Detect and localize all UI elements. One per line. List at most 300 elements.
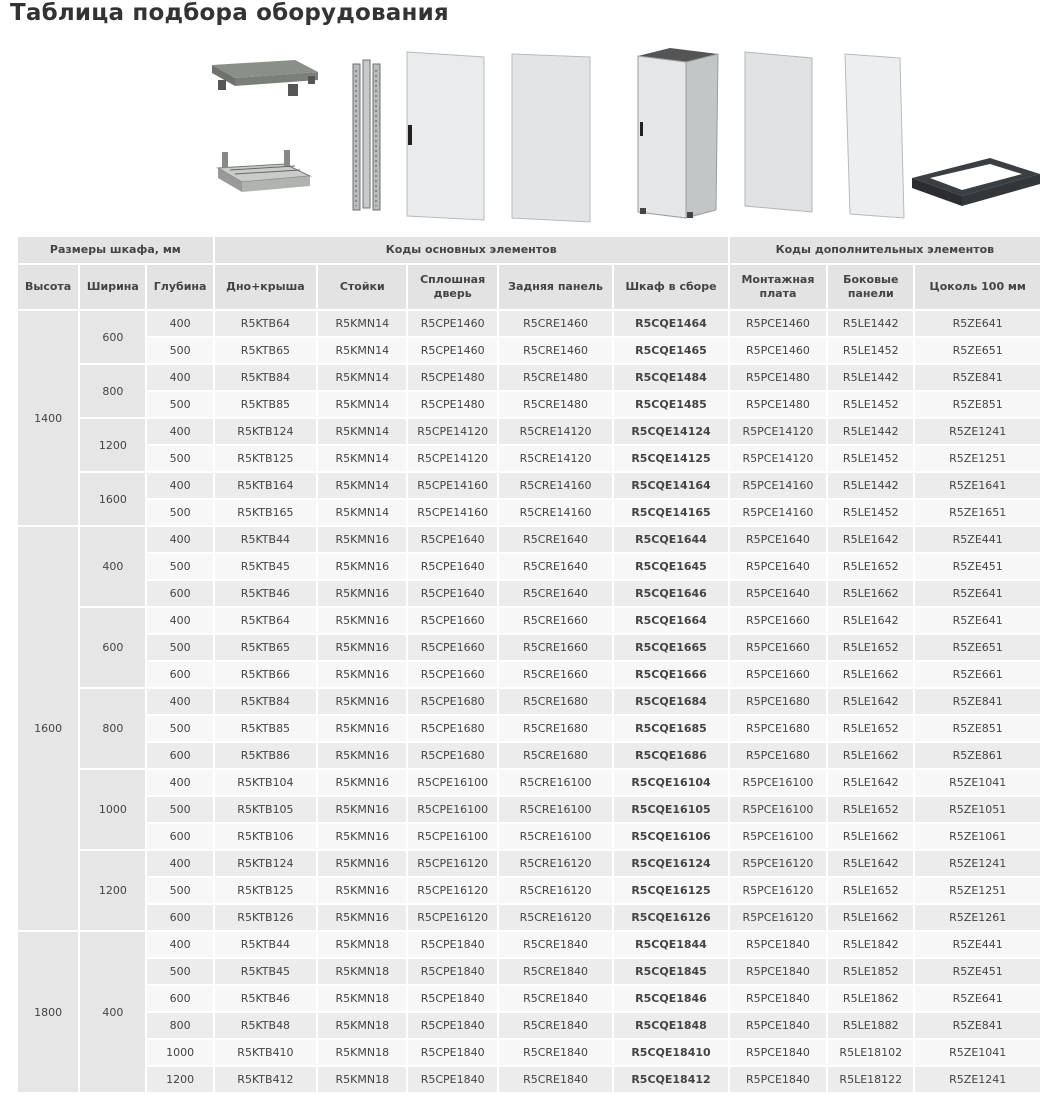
header-group-cabinet-size: Размеры шкафа, мм xyxy=(17,236,214,264)
cell-side-panels: R5LE1452 xyxy=(827,337,914,364)
table-row xyxy=(17,715,1041,742)
cell-rear-panel: R5CRE1680 xyxy=(498,688,613,715)
cell-solid-door: R5CPE1840 xyxy=(407,1012,497,1039)
cell-solid-door: R5CPE16120 xyxy=(407,850,497,877)
cell-width: 600 xyxy=(79,607,146,688)
cell-mounting-plate: R5PCE14160 xyxy=(729,472,827,499)
cell-assembled-cabinet: R5CQE1686 xyxy=(613,742,729,769)
cell-base-roof: R5KTB125 xyxy=(214,877,317,904)
cell-solid-door: R5CPE16120 xyxy=(407,904,497,931)
cell-mounting-plate: R5PCE14120 xyxy=(729,445,827,472)
cell-assembled-cabinet: R5CQE1684 xyxy=(613,688,729,715)
cell-solid-door: R5CPE16120 xyxy=(407,877,497,904)
cell-assembled-cabinet: R5CQE1846 xyxy=(613,985,729,1012)
cell-base-roof: R5KTB104 xyxy=(214,769,317,796)
cell-mounting-plate: R5PCE1640 xyxy=(729,580,827,607)
cell-rear-panel: R5CRE1840 xyxy=(498,958,613,985)
cell-base-roof: R5KTB64 xyxy=(214,607,317,634)
cell-base-roof: R5KTB84 xyxy=(214,364,317,391)
table-row xyxy=(17,742,1041,769)
header-group-extra-codes: Коды дополнительных элементов xyxy=(729,236,1041,264)
cell-depth: 500 xyxy=(146,796,213,823)
cell-base-roof: R5KTB46 xyxy=(214,985,317,1012)
cell-side-panels: R5LE1662 xyxy=(827,742,914,769)
cell-plinth: R5ZE661 xyxy=(914,661,1041,688)
cell-mounting-plate: R5PCE1680 xyxy=(729,688,827,715)
cell-mounting-plate: R5PCE1840 xyxy=(729,1039,827,1066)
cell-solid-door: R5CPE16100 xyxy=(407,823,497,850)
cell-rear-panel: R5CRE1640 xyxy=(498,553,613,580)
cell-solid-door: R5CPE1640 xyxy=(407,553,497,580)
cell-rear-panel: R5CRE1840 xyxy=(498,1066,613,1093)
cell-plinth: R5ZE1241 xyxy=(914,1066,1041,1093)
cell-mounting-plate: R5PCE1660 xyxy=(729,607,827,634)
cell-width: 1000 xyxy=(79,769,146,850)
cell-uprights: R5KMN16 xyxy=(317,688,407,715)
cell-plinth: R5ZE1241 xyxy=(914,850,1041,877)
cell-depth: 800 xyxy=(146,1012,213,1039)
cell-depth: 1200 xyxy=(146,1066,213,1093)
cell-side-panels: R5LE1842 xyxy=(827,931,914,958)
cell-depth: 600 xyxy=(146,823,213,850)
assembled-cabinet-image xyxy=(638,48,718,218)
cell-mounting-plate: R5PCE14120 xyxy=(729,418,827,445)
table-row xyxy=(17,526,1041,553)
cell-depth: 600 xyxy=(146,985,213,1012)
cell-mounting-plate: R5PCE1840 xyxy=(729,985,827,1012)
cell-side-panels: R5LE1662 xyxy=(827,904,914,931)
table-row xyxy=(17,634,1041,661)
cell-uprights: R5KMN14 xyxy=(317,391,407,418)
cell-uprights: R5KMN16 xyxy=(317,742,407,769)
table-row xyxy=(17,796,1041,823)
cell-rear-panel: R5CRE1660 xyxy=(498,607,613,634)
table-row xyxy=(17,985,1041,1012)
cell-uprights: R5KMN16 xyxy=(317,580,407,607)
cell-mounting-plate: R5PCE1660 xyxy=(729,661,827,688)
base-and-roof-image xyxy=(212,60,318,192)
cell-width: 1200 xyxy=(79,418,146,472)
cell-depth: 500 xyxy=(146,337,213,364)
cell-rear-panel: R5CRE16100 xyxy=(498,823,613,850)
cell-assembled-cabinet: R5CQE1646 xyxy=(613,580,729,607)
table-body xyxy=(17,310,1041,1093)
cell-base-roof: R5KTB85 xyxy=(214,391,317,418)
cell-side-panels: R5LE18122 xyxy=(827,1066,914,1093)
cell-depth: 400 xyxy=(146,688,213,715)
cell-assembled-cabinet: R5CQE1644 xyxy=(613,526,729,553)
cell-side-panels: R5LE18102 xyxy=(827,1039,914,1066)
table-row xyxy=(17,769,1041,796)
cell-uprights: R5KMN16 xyxy=(317,796,407,823)
cell-side-panels: R5LE1642 xyxy=(827,688,914,715)
table-row xyxy=(17,553,1041,580)
cell-solid-door: R5CPE1480 xyxy=(407,391,497,418)
col-side-panels: Боковые панели xyxy=(827,264,914,310)
cell-solid-door: R5CPE1480 xyxy=(407,364,497,391)
table-row xyxy=(17,1066,1041,1093)
cell-depth: 400 xyxy=(146,769,213,796)
cell-side-panels: R5LE1652 xyxy=(827,553,914,580)
cell-assembled-cabinet: R5CQE14164 xyxy=(613,472,729,499)
cell-rear-panel: R5CRE1640 xyxy=(498,526,613,553)
cell-assembled-cabinet: R5CQE1844 xyxy=(613,931,729,958)
cell-rear-panel: R5CRE1460 xyxy=(498,337,613,364)
cell-mounting-plate: R5PCE1840 xyxy=(729,1066,827,1093)
product-illustrations xyxy=(200,40,1043,225)
cell-side-panels: R5LE1862 xyxy=(827,985,914,1012)
cell-plinth: R5ZE841 xyxy=(914,1012,1041,1039)
cell-mounting-plate: R5PCE1660 xyxy=(729,634,827,661)
cell-plinth: R5ZE641 xyxy=(914,310,1041,337)
cell-assembled-cabinet: R5CQE1848 xyxy=(613,1012,729,1039)
cell-side-panels: R5LE1882 xyxy=(827,1012,914,1039)
cell-side-panels: R5LE1642 xyxy=(827,850,914,877)
cell-mounting-plate: R5PCE14160 xyxy=(729,499,827,526)
table-row xyxy=(17,877,1041,904)
cell-solid-door: R5CPE1460 xyxy=(407,337,497,364)
cell-depth: 600 xyxy=(146,580,213,607)
cell-solid-door: R5CPE1660 xyxy=(407,661,497,688)
cell-base-roof: R5KTB124 xyxy=(214,850,317,877)
cell-width: 400 xyxy=(79,526,146,607)
cell-plinth: R5ZE1261 xyxy=(914,904,1041,931)
cell-uprights: R5KMN16 xyxy=(317,661,407,688)
cell-base-roof: R5KTB44 xyxy=(214,931,317,958)
cell-side-panels: R5LE1452 xyxy=(827,445,914,472)
cell-plinth: R5ZE1051 xyxy=(914,796,1041,823)
cell-solid-door: R5CPE16100 xyxy=(407,796,497,823)
cell-side-panels: R5LE1442 xyxy=(827,310,914,337)
cell-base-roof: R5KTB45 xyxy=(214,553,317,580)
cell-depth: 500 xyxy=(146,958,213,985)
cell-uprights: R5KMN14 xyxy=(317,337,407,364)
cell-uprights: R5KMN14 xyxy=(317,364,407,391)
cell-base-roof: R5KTB48 xyxy=(214,1012,317,1039)
cell-base-roof: R5KTB125 xyxy=(214,445,317,472)
cell-solid-door: R5CPE1680 xyxy=(407,742,497,769)
cell-side-panels: R5LE1662 xyxy=(827,661,914,688)
cell-assembled-cabinet: R5CQE16124 xyxy=(613,850,729,877)
cell-assembled-cabinet: R5CQE14124 xyxy=(613,418,729,445)
cell-rear-panel: R5CRE1480 xyxy=(498,364,613,391)
cell-mounting-plate: R5PCE1640 xyxy=(729,526,827,553)
cell-side-panels: R5LE1652 xyxy=(827,877,914,904)
cell-mounting-plate: R5PCE1680 xyxy=(729,742,827,769)
cell-side-panels: R5LE1662 xyxy=(827,580,914,607)
cell-base-roof: R5KTB44 xyxy=(214,526,317,553)
cell-height: 1800 xyxy=(17,931,79,1093)
cell-solid-door: R5CPE1680 xyxy=(407,688,497,715)
cell-side-panels: R5LE1452 xyxy=(827,391,914,418)
cell-rear-panel: R5CRE1480 xyxy=(498,391,613,418)
cell-assembled-cabinet: R5CQE16105 xyxy=(613,796,729,823)
cell-uprights: R5KMN16 xyxy=(317,715,407,742)
cell-assembled-cabinet: R5CQE1485 xyxy=(613,391,729,418)
cell-mounting-plate: R5PCE16120 xyxy=(729,877,827,904)
cell-rear-panel: R5CRE16120 xyxy=(498,850,613,877)
cell-base-roof: R5KTB412 xyxy=(214,1066,317,1093)
cell-uprights: R5KMN16 xyxy=(317,634,407,661)
col-assembled-cabinet: Шкаф в сборе xyxy=(613,264,729,310)
table-row xyxy=(17,958,1041,985)
cell-rear-panel: R5CRE1460 xyxy=(498,310,613,337)
cell-plinth: R5ZE651 xyxy=(914,634,1041,661)
cell-plinth: R5ZE841 xyxy=(914,364,1041,391)
table-row xyxy=(17,823,1041,850)
cell-plinth: R5ZE451 xyxy=(914,553,1041,580)
cell-uprights: R5KMN16 xyxy=(317,526,407,553)
cell-assembled-cabinet: R5CQE16125 xyxy=(613,877,729,904)
solid-door-image xyxy=(407,52,484,220)
cell-depth: 600 xyxy=(146,661,213,688)
cell-width: 400 xyxy=(79,931,146,1093)
cell-solid-door: R5CPE1840 xyxy=(407,931,497,958)
table-row xyxy=(17,580,1041,607)
table-row xyxy=(17,499,1041,526)
cell-rear-panel: R5CRE1680 xyxy=(498,715,613,742)
cell-base-roof: R5KTB105 xyxy=(214,796,317,823)
table-row xyxy=(17,661,1041,688)
cell-solid-door: R5CPE1640 xyxy=(407,526,497,553)
cell-mounting-plate: R5PCE1840 xyxy=(729,958,827,985)
col-height: Высота xyxy=(17,264,79,310)
cell-uprights: R5KMN14 xyxy=(317,418,407,445)
plinth-image xyxy=(912,158,1040,206)
cell-base-roof: R5KTB65 xyxy=(214,337,317,364)
cell-depth: 400 xyxy=(146,472,213,499)
cell-uprights: R5KMN16 xyxy=(317,877,407,904)
cell-assembled-cabinet: R5CQE1666 xyxy=(613,661,729,688)
cell-plinth: R5ZE1651 xyxy=(914,499,1041,526)
cell-mounting-plate: R5PCE16100 xyxy=(729,796,827,823)
cell-assembled-cabinet: R5CQE18412 xyxy=(613,1066,729,1093)
cell-solid-door: R5CPE1840 xyxy=(407,1066,497,1093)
cell-uprights: R5KMN16 xyxy=(317,553,407,580)
cell-depth: 500 xyxy=(146,553,213,580)
cell-side-panels: R5LE1642 xyxy=(827,769,914,796)
cell-uprights: R5KMN14 xyxy=(317,310,407,337)
cell-base-roof: R5KTB85 xyxy=(214,715,317,742)
cell-uprights: R5KMN14 xyxy=(317,445,407,472)
cell-side-panels: R5LE1442 xyxy=(827,472,914,499)
cell-depth: 600 xyxy=(146,904,213,931)
cell-rear-panel: R5CRE16120 xyxy=(498,904,613,931)
cell-base-roof: R5KTB124 xyxy=(214,418,317,445)
cell-assembled-cabinet: R5CQE16126 xyxy=(613,904,729,931)
cell-uprights: R5KMN16 xyxy=(317,904,407,931)
table-row xyxy=(17,418,1041,445)
cell-uprights: R5KMN18 xyxy=(317,1039,407,1066)
cell-depth: 400 xyxy=(146,310,213,337)
col-mounting-plate: Монтажная плата xyxy=(729,264,827,310)
cell-side-panels: R5LE1652 xyxy=(827,715,914,742)
table-row xyxy=(17,607,1041,634)
cell-uprights: R5KMN18 xyxy=(317,1012,407,1039)
header-group-main-codes: Коды основных элементов xyxy=(214,236,729,264)
cell-plinth: R5ZE451 xyxy=(914,958,1041,985)
cell-solid-door: R5CPE1660 xyxy=(407,634,497,661)
cell-rear-panel: R5CRE1680 xyxy=(498,742,613,769)
cell-mounting-plate: R5PCE1460 xyxy=(729,310,827,337)
table-row xyxy=(17,391,1041,418)
cell-height: 1400 xyxy=(17,310,79,526)
cell-side-panels: R5LE1852 xyxy=(827,958,914,985)
cell-solid-door: R5CPE14120 xyxy=(407,418,497,445)
frame-uprights-image xyxy=(353,60,380,210)
cell-side-panels: R5LE1442 xyxy=(827,364,914,391)
col-rear-panel: Задняя панель xyxy=(498,264,613,310)
cell-mounting-plate: R5PCE1480 xyxy=(729,364,827,391)
col-solid-door: Сплошная дверь xyxy=(407,264,497,310)
cell-width: 800 xyxy=(79,688,146,769)
cell-base-roof: R5KTB86 xyxy=(214,742,317,769)
cell-assembled-cabinet: R5CQE1665 xyxy=(613,634,729,661)
table-row xyxy=(17,1012,1041,1039)
cell-assembled-cabinet: R5CQE1464 xyxy=(613,310,729,337)
cell-depth: 500 xyxy=(146,391,213,418)
col-plinth: Цоколь 100 мм xyxy=(914,264,1041,310)
cell-plinth: R5ZE1251 xyxy=(914,877,1041,904)
equipment-selection-table xyxy=(16,235,1042,1094)
cell-assembled-cabinet: R5CQE1465 xyxy=(613,337,729,364)
cell-plinth: R5ZE641 xyxy=(914,607,1041,634)
cell-depth: 400 xyxy=(146,418,213,445)
cell-assembled-cabinet: R5CQE1845 xyxy=(613,958,729,985)
cell-rear-panel: R5CRE14160 xyxy=(498,472,613,499)
cell-assembled-cabinet: R5CQE1664 xyxy=(613,607,729,634)
cell-rear-panel: R5CRE14120 xyxy=(498,418,613,445)
cell-plinth: R5ZE651 xyxy=(914,337,1041,364)
cell-width: 600 xyxy=(79,310,146,364)
cell-mounting-plate: R5PCE16120 xyxy=(729,850,827,877)
cell-base-roof: R5KTB64 xyxy=(214,310,317,337)
cell-depth: 400 xyxy=(146,607,213,634)
cell-depth: 500 xyxy=(146,877,213,904)
cell-assembled-cabinet: R5CQE16106 xyxy=(613,823,729,850)
rear-panel-image xyxy=(512,54,590,222)
cell-uprights: R5KMN16 xyxy=(317,607,407,634)
cell-plinth: R5ZE441 xyxy=(914,931,1041,958)
cell-rear-panel: R5CRE1660 xyxy=(498,661,613,688)
cell-solid-door: R5CPE14120 xyxy=(407,445,497,472)
table-row xyxy=(17,472,1041,499)
cell-side-panels: R5LE1652 xyxy=(827,796,914,823)
table-row xyxy=(17,688,1041,715)
cell-side-panels: R5LE1452 xyxy=(827,499,914,526)
table-row xyxy=(17,445,1041,472)
cell-assembled-cabinet: R5CQE1645 xyxy=(613,553,729,580)
cell-mounting-plate: R5PCE1680 xyxy=(729,715,827,742)
cell-rear-panel: R5CRE1840 xyxy=(498,1039,613,1066)
cell-mounting-plate: R5PCE16120 xyxy=(729,904,827,931)
cell-plinth: R5ZE1251 xyxy=(914,445,1041,472)
cell-base-roof: R5KTB66 xyxy=(214,661,317,688)
cell-uprights: R5KMN16 xyxy=(317,769,407,796)
page-title: Таблица подбора оборудования xyxy=(10,0,449,26)
cell-solid-door: R5CPE1840 xyxy=(407,958,497,985)
cell-base-roof: R5KTB126 xyxy=(214,904,317,931)
cell-depth: 500 xyxy=(146,445,213,472)
cell-mounting-plate: R5PCE1840 xyxy=(729,1012,827,1039)
cell-rear-panel: R5CRE1640 xyxy=(498,580,613,607)
cell-base-roof: R5KTB165 xyxy=(214,499,317,526)
cell-width: 1600 xyxy=(79,472,146,526)
cell-side-panels: R5LE1662 xyxy=(827,823,914,850)
cell-plinth: R5ZE841 xyxy=(914,688,1041,715)
cell-solid-door: R5CPE16100 xyxy=(407,769,497,796)
cell-depth: 500 xyxy=(146,715,213,742)
table-row xyxy=(17,364,1041,391)
cell-assembled-cabinet: R5CQE14125 xyxy=(613,445,729,472)
cell-uprights: R5KMN16 xyxy=(317,850,407,877)
cell-rear-panel: R5CRE1660 xyxy=(498,634,613,661)
cell-rear-panel: R5CRE16100 xyxy=(498,796,613,823)
cell-depth: 1000 xyxy=(146,1039,213,1066)
col-base-roof: Дно+крыша xyxy=(214,264,317,310)
cell-assembled-cabinet: R5CQE1685 xyxy=(613,715,729,742)
cell-rear-panel: R5CRE1840 xyxy=(498,931,613,958)
cell-uprights: R5KMN18 xyxy=(317,958,407,985)
table-row xyxy=(17,337,1041,364)
cell-solid-door: R5CPE14160 xyxy=(407,472,497,499)
cell-uprights: R5KMN14 xyxy=(317,472,407,499)
cell-solid-door: R5CPE1460 xyxy=(407,310,497,337)
cell-assembled-cabinet: R5CQE14165 xyxy=(613,499,729,526)
cell-uprights: R5KMN16 xyxy=(317,823,407,850)
cell-depth: 500 xyxy=(146,634,213,661)
cell-plinth: R5ZE1061 xyxy=(914,823,1041,850)
cell-uprights: R5KMN18 xyxy=(317,931,407,958)
cell-mounting-plate: R5PCE1460 xyxy=(729,337,827,364)
cell-base-roof: R5KTB45 xyxy=(214,958,317,985)
cell-base-roof: R5KTB410 xyxy=(214,1039,317,1066)
cell-plinth: R5ZE851 xyxy=(914,391,1041,418)
cell-plinth: R5ZE441 xyxy=(914,526,1041,553)
cell-solid-door: R5CPE1840 xyxy=(407,1039,497,1066)
cell-depth: 500 xyxy=(146,499,213,526)
cell-base-roof: R5KTB46 xyxy=(214,580,317,607)
cell-side-panels: R5LE1642 xyxy=(827,526,914,553)
cell-width: 1200 xyxy=(79,850,146,931)
cell-mounting-plate: R5PCE1640 xyxy=(729,553,827,580)
cell-assembled-cabinet: R5CQE1484 xyxy=(613,364,729,391)
col-depth: Глубина xyxy=(146,264,213,310)
cell-plinth: R5ZE1041 xyxy=(914,1039,1041,1066)
cell-plinth: R5ZE641 xyxy=(914,580,1041,607)
cell-base-roof: R5KTB106 xyxy=(214,823,317,850)
cell-plinth: R5ZE861 xyxy=(914,742,1041,769)
cell-side-panels: R5LE1442 xyxy=(827,418,914,445)
cell-solid-door: R5CPE1680 xyxy=(407,715,497,742)
cell-width: 800 xyxy=(79,364,146,418)
cell-mounting-plate: R5PCE1840 xyxy=(729,931,827,958)
cell-base-roof: R5KTB164 xyxy=(214,472,317,499)
col-width: Ширина xyxy=(79,264,146,310)
cell-rear-panel: R5CRE14120 xyxy=(498,445,613,472)
cell-solid-door: R5CPE14160 xyxy=(407,499,497,526)
cell-plinth: R5ZE641 xyxy=(914,985,1041,1012)
cell-uprights: R5KMN18 xyxy=(317,1066,407,1093)
cell-rear-panel: R5CRE1840 xyxy=(498,1012,613,1039)
cell-base-roof: R5KTB84 xyxy=(214,688,317,715)
cell-depth: 400 xyxy=(146,931,213,958)
table-row xyxy=(17,1039,1041,1066)
cell-height: 1600 xyxy=(17,526,79,931)
table-row xyxy=(17,904,1041,931)
cell-assembled-cabinet: R5CQE18410 xyxy=(613,1039,729,1066)
cell-plinth: R5ZE1641 xyxy=(914,472,1041,499)
